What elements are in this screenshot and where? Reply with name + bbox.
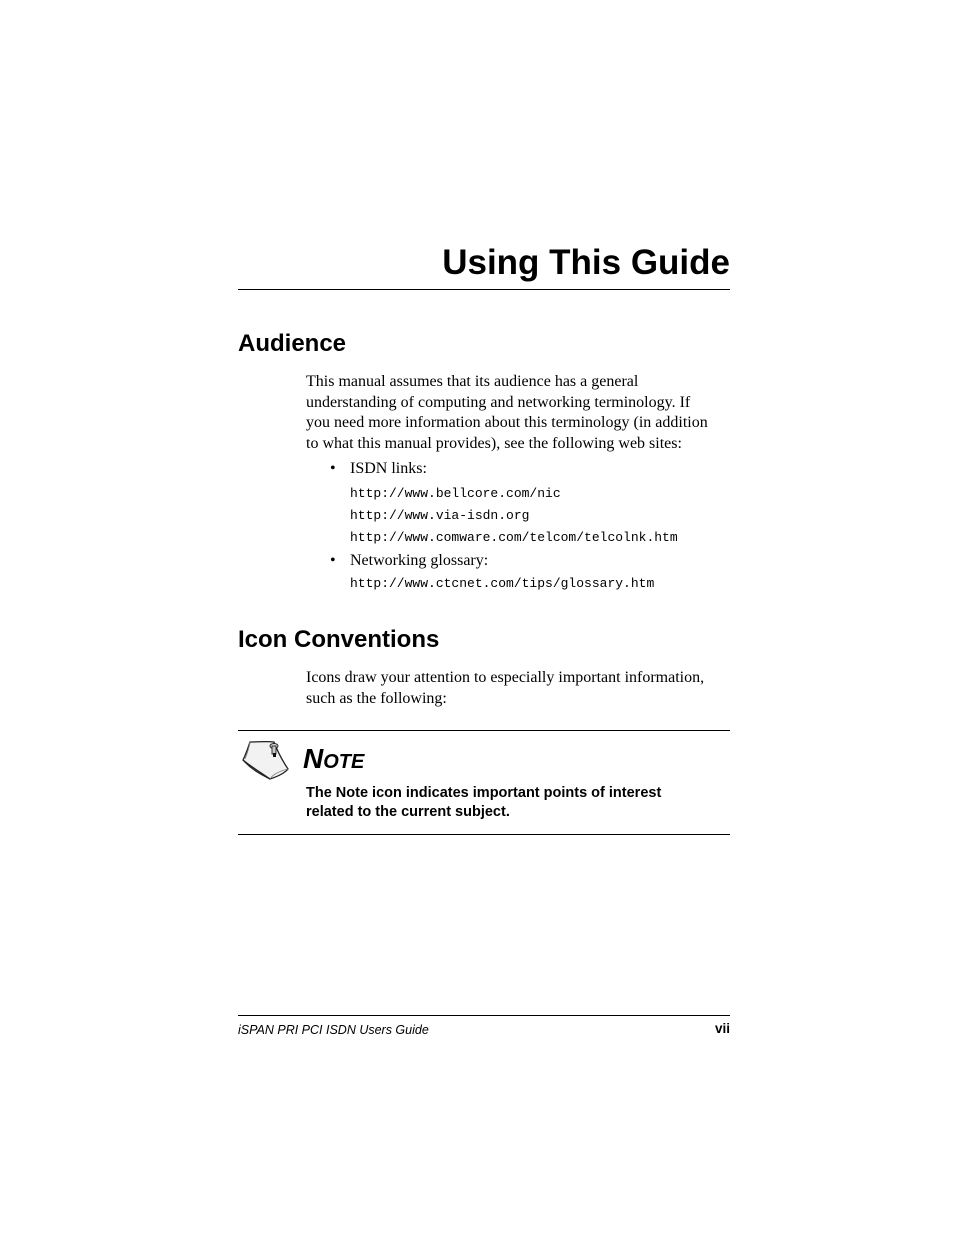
bullet-marker: • — [330, 460, 336, 477]
icon-conventions-paragraph — [306, 668, 736, 709]
footer-divider — [238, 1015, 730, 1016]
note-paper-pin-icon — [240, 736, 290, 782]
link-comware[interactable]: http://www.comware.com/telcom/telcolnk.htm — [350, 530, 678, 545]
title-divider — [238, 289, 730, 290]
bullet-marker: • — [330, 552, 336, 569]
audience-paragraph-line: to what this manual provides), see the following web sites: — [306, 434, 682, 452]
link-ctcnet-glossary[interactable]: http://www.ctcnet.com/tips/glossary.htm — [350, 576, 655, 591]
note-title — [303, 742, 364, 781]
page-title: Using This Guide — [442, 243, 730, 282]
note-title-initial: N — [303, 743, 324, 774]
link-bellcore[interactable]: http://www.bellcore.com/nic — [350, 486, 561, 501]
icon-conventions-paragraph-line: Icons draw your attention to especially important information, — [306, 669, 705, 686]
footer-document-title: iSPAN PRI PCI ISDN Users Guide — [238, 1023, 429, 1037]
audience-paragraph-line: understanding of computing and networking terminology. If — [306, 393, 691, 411]
note-body-line: The Note icon indicates important points of interest — [306, 785, 662, 801]
note-bottom-divider — [238, 834, 730, 835]
note-body-line: related to the current subject. — [306, 803, 510, 820]
footer-page-number: vii — [714, 1021, 730, 1036]
audience-paragraph-line: This manual assumes that its audience has a general — [306, 373, 639, 390]
icon-conventions-heading: Icon Conventions — [238, 626, 440, 653]
note-top-divider — [238, 730, 730, 731]
audience-paragraph — [306, 372, 736, 454]
bullet-label-isdn-links: ISDN links: — [350, 460, 427, 477]
bullet-label-networking-glossary: Networking glossary: — [350, 552, 489, 569]
link-via-isdn[interactable]: http://www.via-isdn.org — [350, 508, 530, 523]
icon-conventions-paragraph-line: such as the following: — [306, 689, 447, 707]
audience-paragraph-line: you need more information about this terminology (in addition — [306, 414, 708, 431]
audience-heading: Audience — [238, 330, 347, 357]
note-title-rest: OTE — [323, 751, 365, 773]
note-body — [306, 784, 726, 821]
